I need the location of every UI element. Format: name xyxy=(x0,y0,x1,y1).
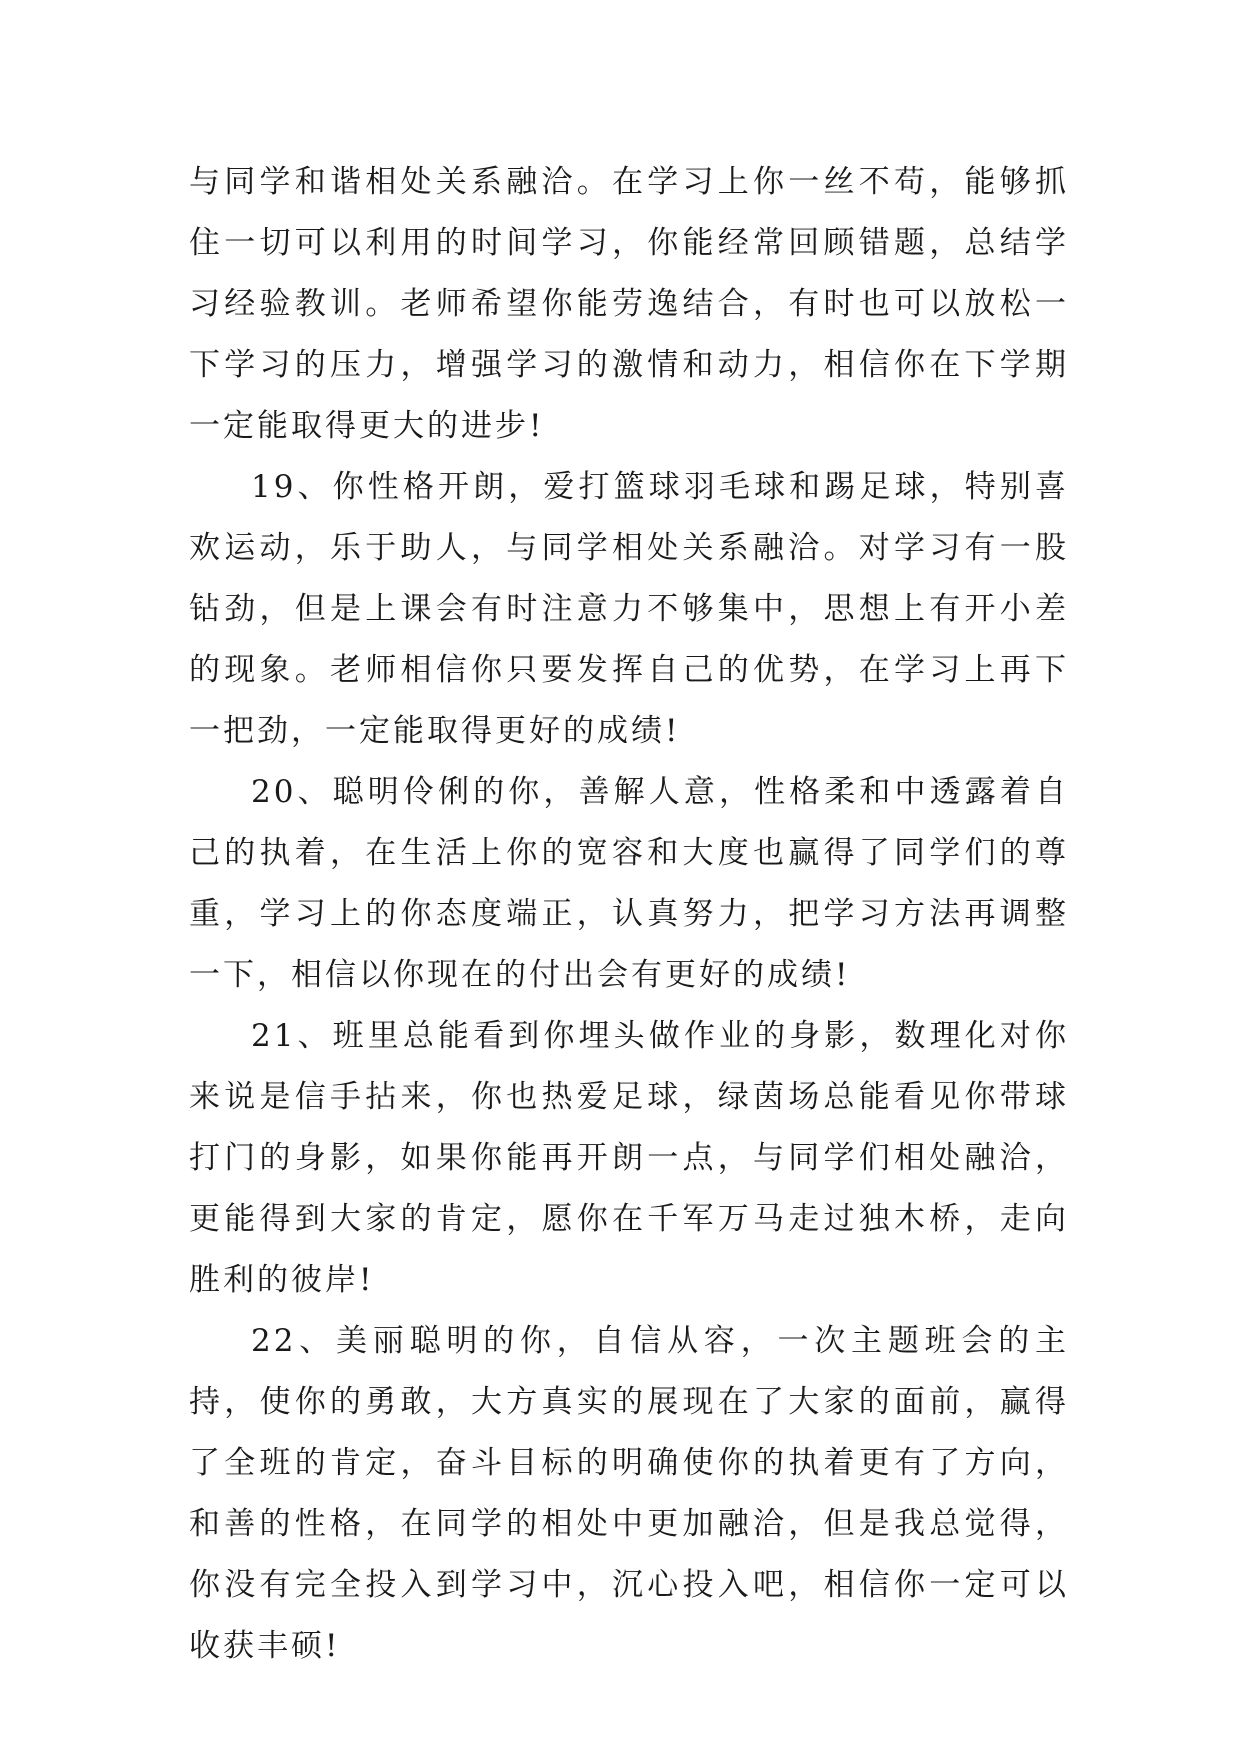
paragraph-comment-19: 19、你性格开朗，爱打篮球羽毛球和踢足球，特别喜欢运动，乐于助人，与同学相处关系融洽。对学习有一股钻劲，但是上课会有时注意力不够集中，思想上有开小差的现象。老师相信你只要发挥自己的优势，在学习上再下一把劲，一定能取得更好的成绩! xyxy=(189,469,1069,749)
paragraph-continued: 与同学和谐相处关系融洽。在学习上你一丝不苟，能够抓住一切可以利用的时间学习，你能经常回顾错题，总结学习经验教训。老师希望你能劳逸结合，有时也可以放松一下学习的压力，增强学习的激情和动力，相信你在下学期一定能取得更大的进步! xyxy=(189,164,1069,444)
paragraph-comment-21: 21、班里总能看到你埋头做作业的身影，数理化对你来说是信手拈来，你也热爱足球，绿茵场总能看见你带球打门的身影，如果你能再开朗一点，与同学们相处融洽，更能得到大家的肯定，愿你在千军万马走过独木桥，走向胜利的彼岸! xyxy=(189,1018,1069,1298)
paragraph-comment-22: 22、美丽聪明的你，自信从容，一次主题班会的主持，使你的勇敢，大方真实的展现在了大家的面前，赢得了全班的肯定，奋斗目标的明确使你的执着更有了方向，和善的性格，在同学的相处中更加融洽，但是我总觉得，你没有完全投入到学习中，沉心投入吧，相信你一定可以收获丰硕! xyxy=(189,1323,1069,1664)
paragraph-comment-20: 20、聪明伶俐的你，善解人意，性格柔和中透露着自己的执着，在生活上你的宽容和大度也赢得了同学们的尊重，学习上的你态度端正，认真努力，把学习方法再调整一下，相信以你现在的付出会有更好的成绩! xyxy=(189,774,1069,993)
document-body xyxy=(189,152,1069,1677)
